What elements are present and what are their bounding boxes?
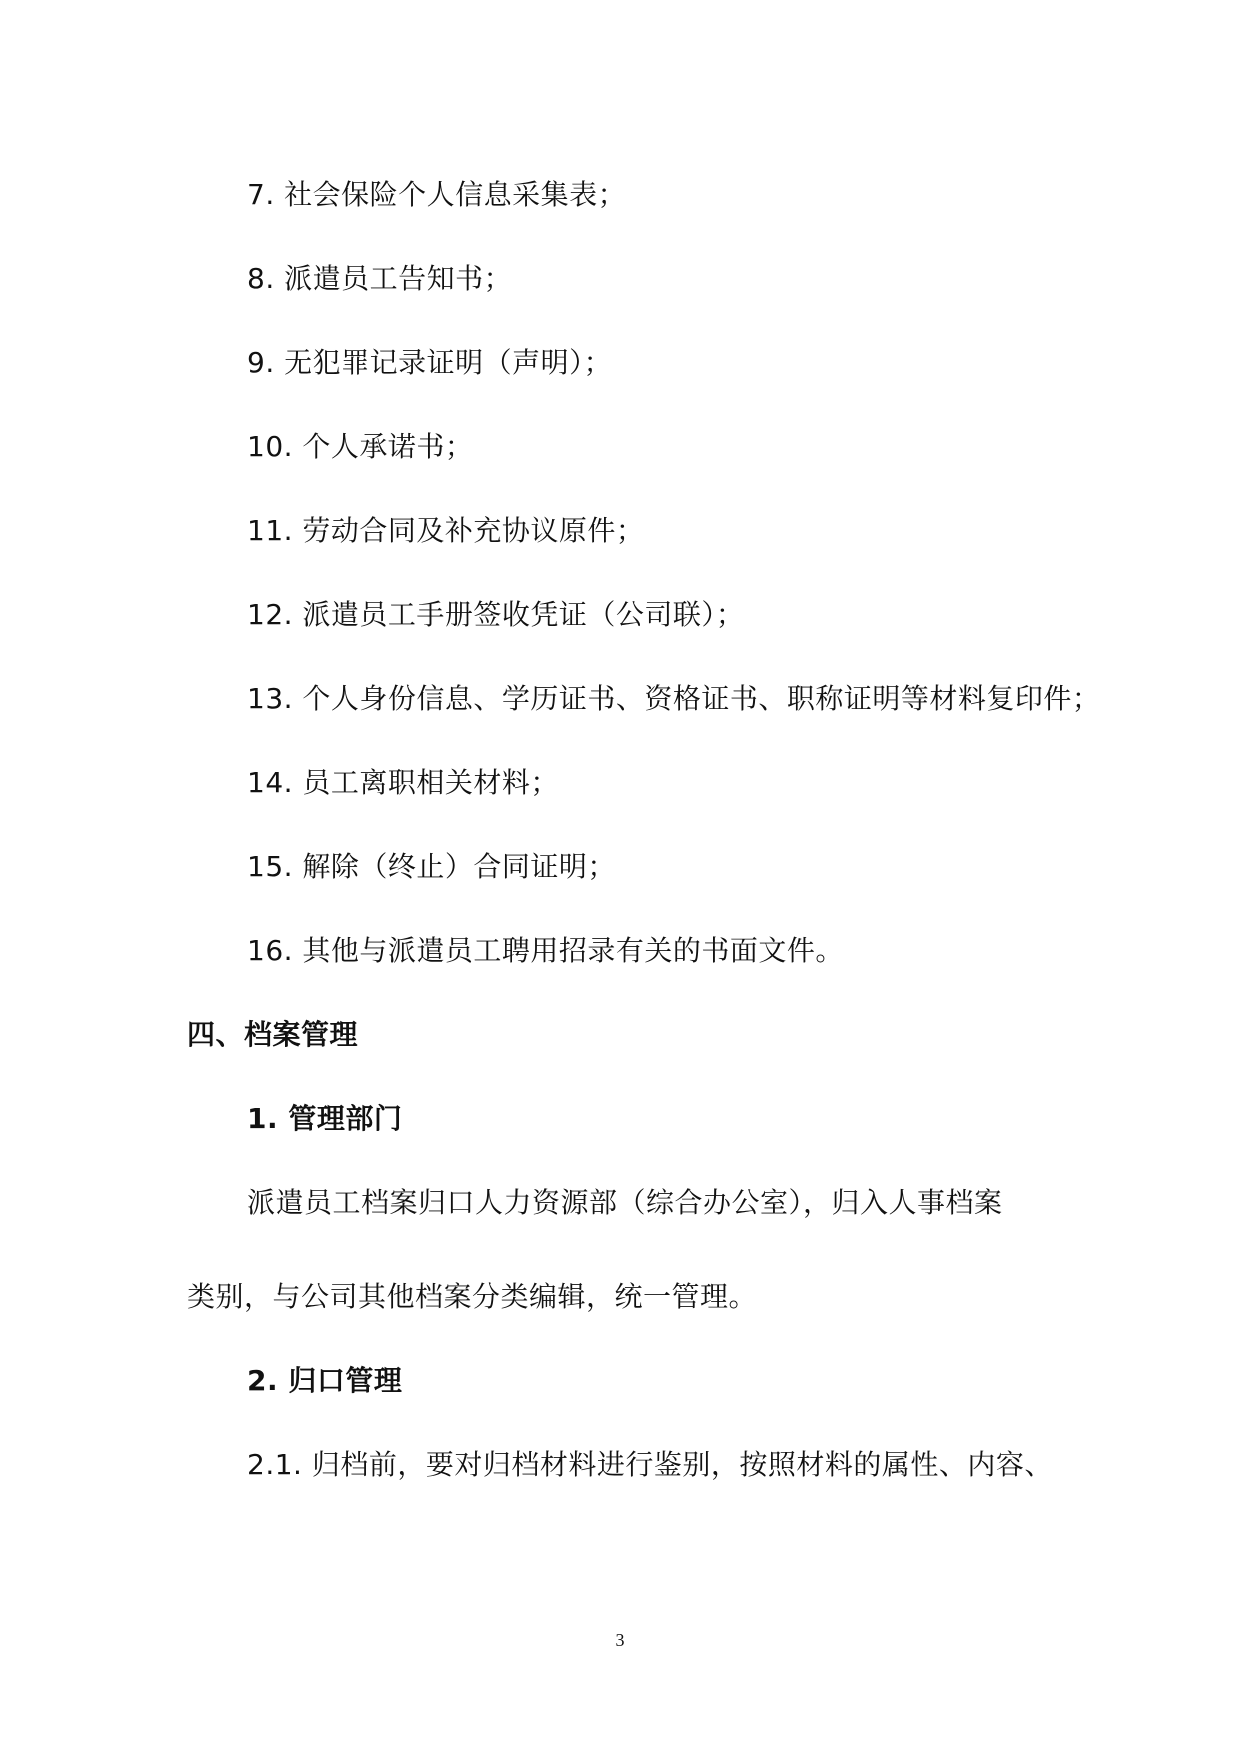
paragraph-line: 类别，与公司其他档案分类编辑，统一管理。 (187, 1280, 758, 1313)
subsection-heading: 1. 管理部门 (247, 1102, 403, 1135)
subsection-heading: 2. 归口管理 (247, 1364, 403, 1397)
list-item: 8. 派遣员工告知书； (247, 262, 513, 295)
list-item: 12. 派遣员工手册签收凭证（公司联）； (247, 598, 745, 631)
paragraph-line: 2.1. 归档前，要对归档材料进行鉴别，按照材料的属性、内容、 (247, 1448, 1053, 1481)
list-item: 9. 无犯罪记录证明（声明）； (247, 346, 613, 379)
list-item: 10. 个人承诺书； (247, 430, 474, 463)
paragraph-line: 派遣员工档案归口人力资源部（综合办公室），归入人事档案 (247, 1186, 1003, 1219)
section-heading: 四、档案管理 (187, 1018, 359, 1051)
page-number: 3 (615, 1630, 625, 1650)
list-item: 15. 解除（终止）合同证明； (247, 850, 616, 883)
list-item: 11. 劳动合同及补充协议原件； (247, 514, 645, 547)
list-item: 14. 员工离职相关材料； (247, 766, 559, 799)
list-item: 7. 社会保险个人信息采集表； (247, 178, 627, 211)
list-item: 13. 个人身份信息、学历证书、资格证书、职称证明等材料复印件； (247, 682, 1101, 715)
list-item: 16. 其他与派遣员工聘用招录有关的书面文件。 (247, 934, 844, 967)
